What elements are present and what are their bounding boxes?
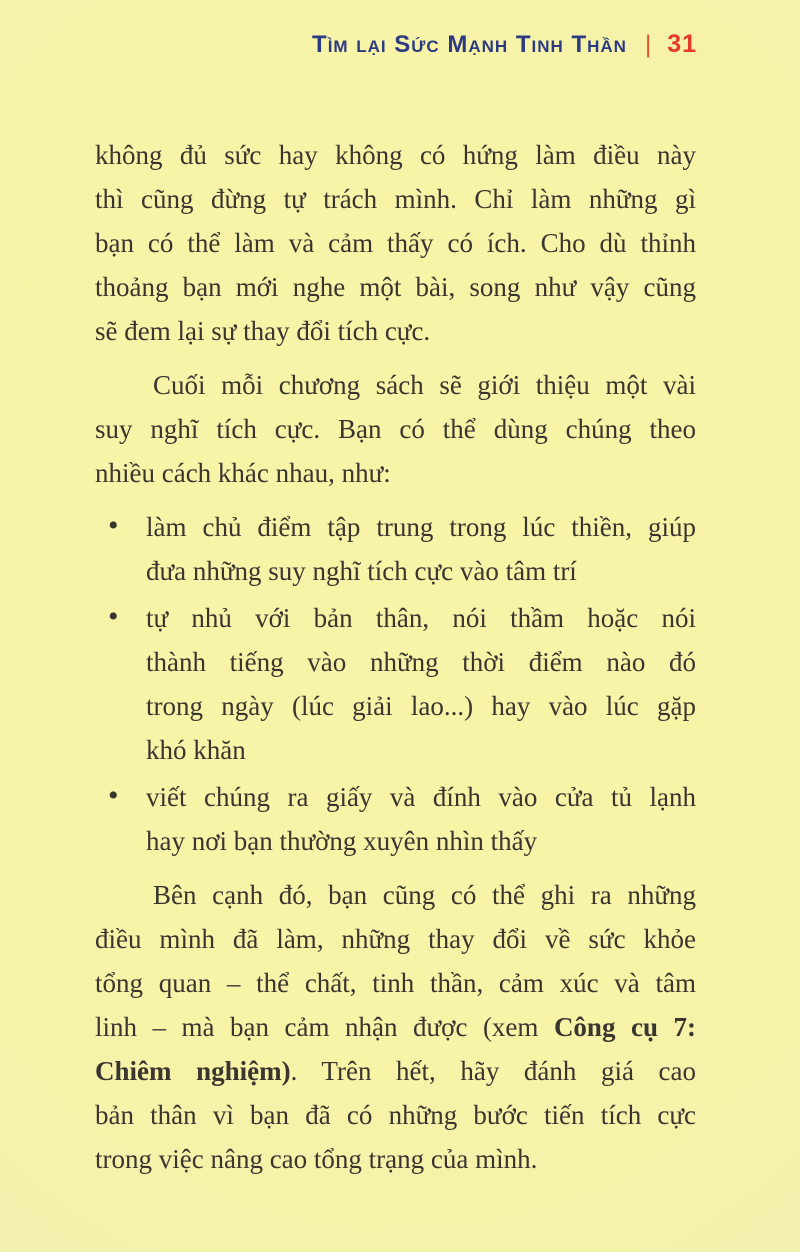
text-segment: . Trên hết, hãy đánh giá cao	[290, 1056, 696, 1086]
bullet-list	[95, 505, 696, 863]
bullet-item-3	[95, 775, 696, 863]
text-line: làm chủ điểm tập trung trong lúc thiền, giúp	[146, 512, 696, 542]
text-line	[95, 1005, 696, 1049]
bullet-icon: •	[108, 509, 119, 542]
text-line: không đủ sức hay không có hứng làm điều này	[95, 140, 696, 170]
text-line: Cuối mỗi chương sách sẽ giới thiệu một vài	[153, 370, 696, 400]
bullet-icon: •	[108, 600, 119, 633]
text-line: bản thân vì bạn đã có những bước tiến tích cực	[95, 1100, 696, 1130]
page-number: 31	[667, 30, 697, 58]
text-line: trong ngày (lúc giải lao...) hay vào lúc gặp	[146, 691, 696, 721]
text-line: sẽ đem lại sự thay đổi tích cực.	[95, 316, 431, 346]
text-line: khó khăn	[146, 735, 246, 765]
page-content	[95, 133, 696, 1181]
text-line: bạn có thể làm và cảm thấy có ích. Cho dù thỉnh	[95, 228, 696, 258]
bold-cross-reference: Chiêm nghiệm)	[95, 1056, 291, 1086]
text-line: trong việc nâng cao tổng trạng của mình.	[95, 1144, 538, 1174]
text-line	[95, 1049, 696, 1093]
text-line: tổng quan – thể chất, tinh thần, cảm xúc và tâm	[95, 968, 696, 998]
text-line: đưa những suy nghĩ tích cực vào tâm trí	[146, 556, 577, 586]
text-line: thành tiếng vào những thời điểm nào đó	[146, 647, 696, 677]
paragraph-1	[95, 133, 696, 353]
text-line: suy nghĩ tích cực. Bạn có thể dùng chúng theo	[95, 414, 696, 444]
bold-cross-reference: Công cụ 7:	[553, 1012, 696, 1042]
bullet-icon: •	[108, 779, 119, 812]
text-line: tự nhủ với bản thân, nói thầm hoặc nói	[146, 603, 696, 633]
bullet-item-1	[95, 505, 696, 593]
text-line: điều mình đã làm, những thay đổi về sức khỏe	[95, 924, 696, 954]
text-line: thì cũng đừng tự trách mình. Chỉ làm những gì	[95, 184, 696, 214]
paragraph-3	[95, 873, 696, 1181]
header-separator: |	[644, 30, 652, 59]
text-segment: linh – mà bạn cảm nhận được (xem	[95, 1012, 554, 1042]
text-line: thoảng bạn mới nghe một bài, song như vậy cũng	[95, 272, 696, 302]
running-title: Tìm lại Sức Mạnh Tinh Thần	[312, 31, 627, 58]
bullet-item-2	[95, 596, 696, 772]
text-line: nhiều cách khác nhau, như:	[95, 458, 391, 488]
text-line: Bên cạnh đó, bạn cũng có thể ghi ra những	[153, 880, 696, 910]
paragraph-2	[95, 363, 696, 495]
running-header	[0, 0, 800, 64]
text-line: hay nơi bạn thường xuyên nhìn thấy	[146, 826, 538, 856]
text-line: viết chúng ra giấy và đính vào cửa tủ lạnh	[146, 782, 696, 812]
